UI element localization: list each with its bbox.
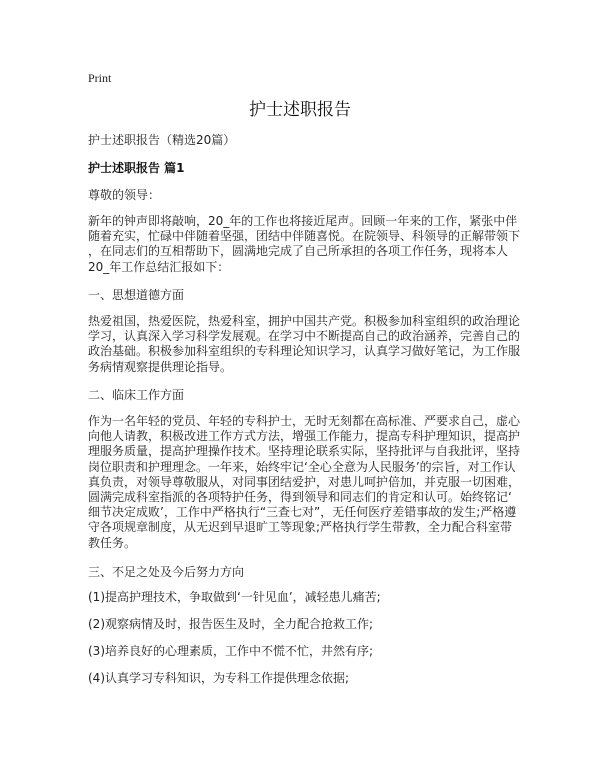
text-line: 作为一名年轻的党员、年轻的专科护士，无时无刻都在高标准、严要求自己，虚心 — [88, 414, 521, 428]
section1-heading: 一、思想道德方面 — [88, 288, 185, 302]
greeting: 尊敬的领导： — [88, 188, 161, 202]
text-line: 守各项规章制度，从无迟到早退旷工等现象;严格执行学生带教，全力配合科室带 — [88, 520, 513, 535]
text-line: 政治基础。积极参加科室组织的专科理论知识学习，认真学习做好笔记，为工作服 — [88, 344, 521, 359]
list-item: (2)观察病情及时，报告医生及时，全力配合抢救工作; — [88, 617, 374, 631]
text-line: 岗位职责和护理理念。一年来，始终牢记‘全心全意为人民服务’的宗旨，对工作认 — [88, 459, 516, 474]
text-line: 理服务质量，提高护理操作技术。坚持理论联系实际，坚持批评与自我批评，坚持 — [88, 444, 521, 459]
text-line: 真负责，对领导尊敬服从，对同事团结爱护，对患儿呵护倍加，并克服一切困难， — [88, 474, 521, 489]
section2-paragraph — [88, 414, 520, 551]
intro-paragraph — [88, 214, 520, 275]
text-line: 教任务。 — [88, 535, 137, 550]
page-title: 护士述职报告 — [249, 100, 351, 120]
text-line: 细节决定成败’，工作中严格执行“三查七对”，无任何医疗差错事故的发生;严格遵 — [88, 505, 517, 520]
section3-heading: 三、不足之处及今后努力方向 — [88, 565, 245, 579]
list-item: (3)培养良好的心理素质，工作中不慌不忙，井然有序; — [88, 644, 374, 658]
text-line: 学习，认真深入学习科学发展观。在学习中不断提高自己的政治涵养，完善自己的 — [88, 329, 521, 344]
subtitle: 护士述职报告（精选20篇） — [88, 133, 236, 147]
text-line: 随着充实，忙碌中伴随着坚强，团结中伴随喜悦。在院领导、科领导的正解带领下 — [88, 229, 521, 244]
text-line: 20_年工作总结汇报如下： — [88, 259, 230, 274]
text-line: 圆满完成科室指派的各项特护任务，得到领导和同志们的肯定和认可。始终铭记‘ — [88, 489, 512, 504]
text-line: 新年的钟声即将敲响，20_年的工作也将接近尾声。回顾一年来的工作，紧张中伴 — [88, 214, 518, 228]
text-line: 务病情观察提供理论指导。 — [88, 359, 233, 374]
section1-paragraph — [88, 314, 520, 375]
section2-heading: 二、临床工作方面 — [88, 388, 185, 402]
text-line: 热爱祖国，热爱医院，热爱科室，拥护中国共产党。积极参加科室组织的政治理论 — [88, 314, 521, 328]
list-item: (4)认真学习专科知识，为专科工作提供理念依据; — [88, 671, 350, 685]
list-item: (1)提高护理技术，争取做到‘一针见血’，减轻患儿痛苦; — [88, 590, 381, 604]
text-line: ，在同志们的互相帮助下，圆满地完成了自己所承担的各项工作任务，现将本人 — [88, 244, 509, 259]
text-line: 向他人请教，积极改进工作方式方法，增强工作能力，提高专科护理知识，提高护 — [88, 429, 521, 444]
article-heading: 护士述职报告 篇1 — [88, 161, 185, 175]
print-link[interactable]: Print — [88, 71, 112, 85]
